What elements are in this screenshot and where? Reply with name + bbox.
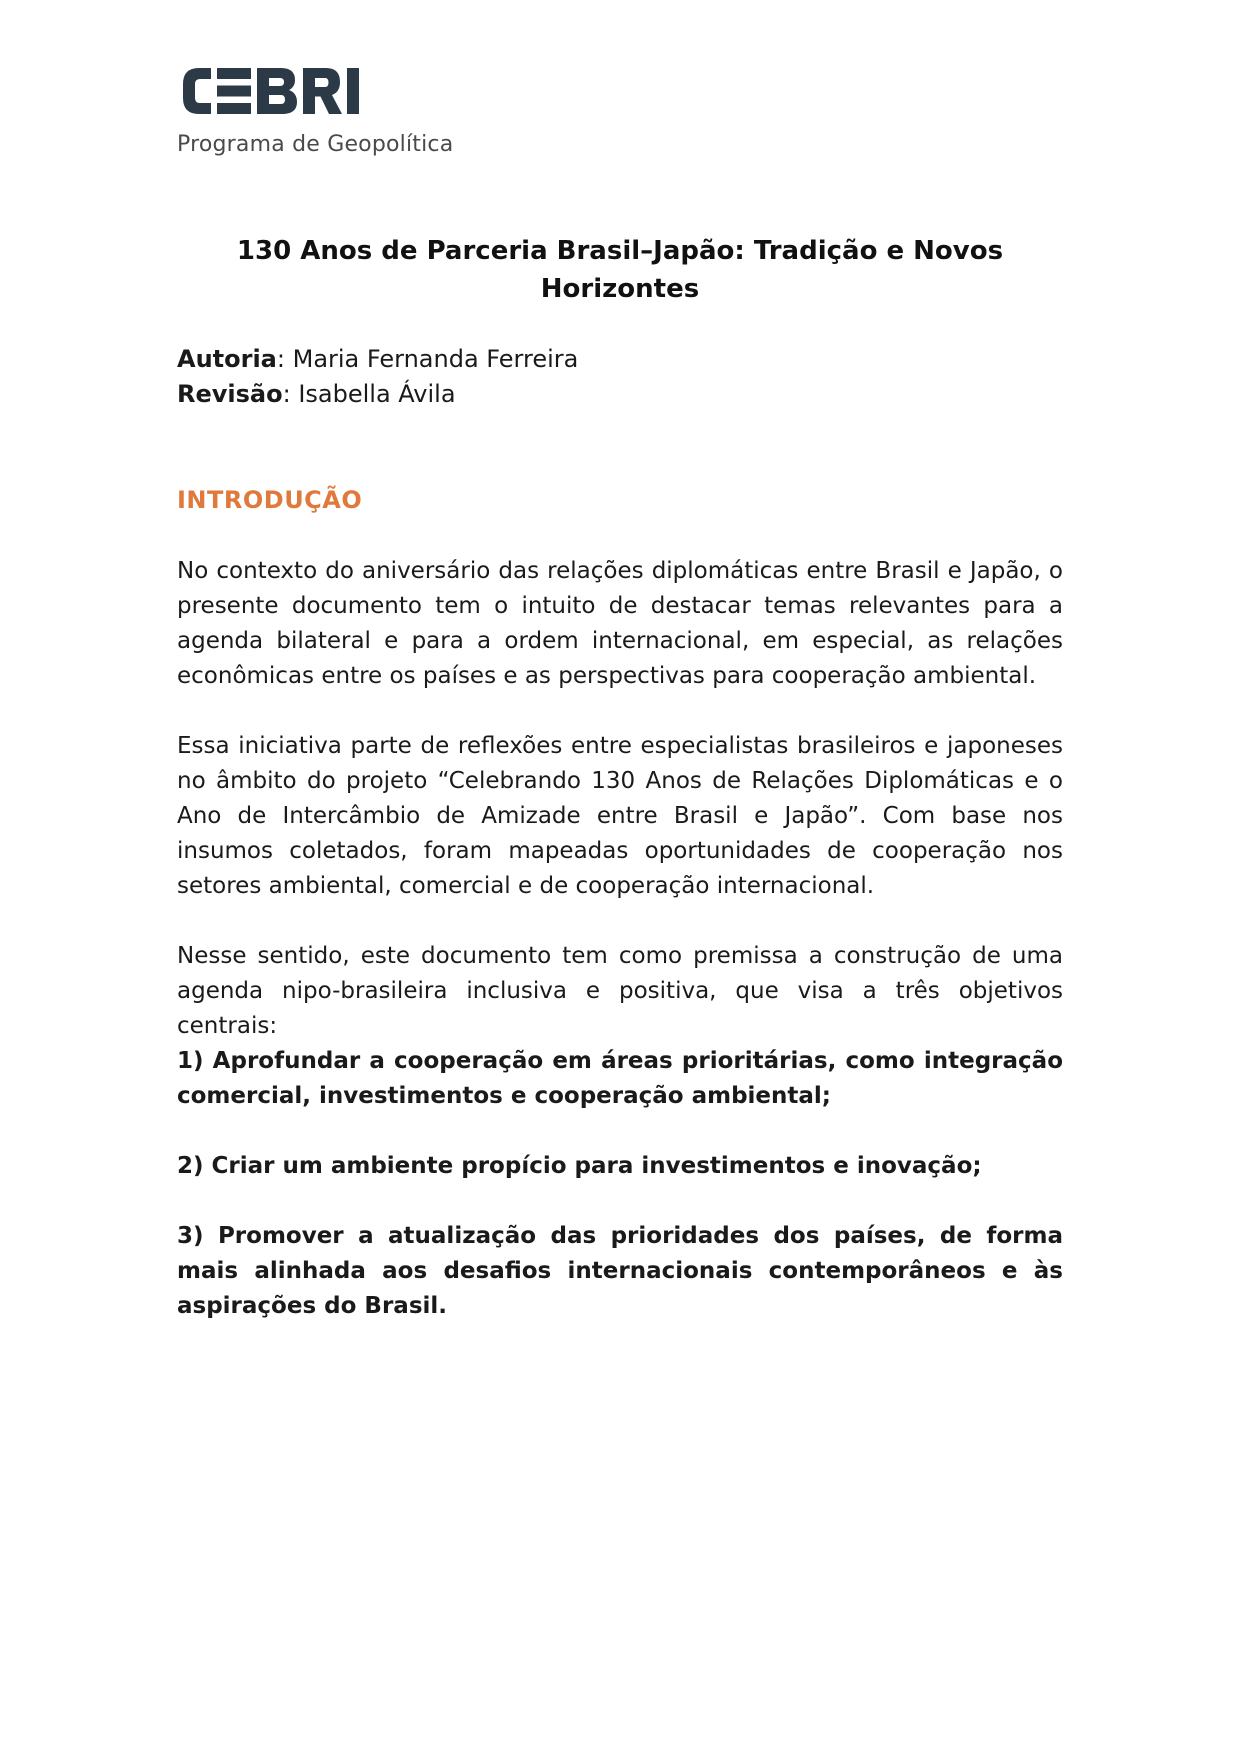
objective-item: 2) Criar um ambiente propício para investimentos e inovação;: [177, 1153, 982, 1179]
review-line: [177, 377, 578, 412]
paragraph-3: Nesse sentido, este documento tem como premissa a construção de uma agenda nipo-brasileira inclusiva e positiva, que visa a três objetivos centrais:: [177, 943, 1063, 1039]
objective-item: 1) Aprofundar a cooperação em áreas prioritárias, como integração comercial, investimentos e cooperação ambiental;: [177, 1048, 1063, 1109]
author-label: Autoria: [177, 345, 277, 373]
author-value: : Maria Fernanda Ferreira: [276, 345, 579, 373]
review-label: Revisão: [177, 380, 283, 408]
body-text: [177, 554, 1063, 1359]
credits: [177, 342, 578, 412]
header: [177, 58, 453, 157]
objective-item: 3) Promover a atualização das prioridades dos países, de forma mais alinhada aos desafios internacionais contemporâneos e às aspirações do Brasil.: [177, 1223, 1063, 1319]
cebri-logo: [177, 58, 377, 124]
author-line: [177, 342, 578, 377]
section-heading: INTRODUÇÃO: [177, 486, 363, 514]
title-line-1: 130 Anos de Parceria Brasil–Japão: Tradição e Novos: [236, 236, 1004, 266]
paragraph-1: No contexto do aniversário das relações diplomáticas entre Brasil e Japão, o presente documento tem o intuito de destacar temas relevantes para a agenda bilateral e para a ordem internacional, em especial, as relações econômicas entre os países e as perspectivas para cooperação ambiental.: [177, 558, 1063, 689]
review-value: : Isabella Ávila: [282, 380, 456, 408]
document-title: [230, 232, 1010, 308]
title-line-2: Horizontes: [540, 274, 700, 304]
paragraph-2: Essa iniciativa parte de reflexões entre especialistas brasileiros e japoneses no âmbito do projeto “Celebrando 130 Anos de Relações Diplomáticas e o Ano de Intercâmbio de Amizade entre Brasil e Japão”. Com base nos insumos coletados, foram mapeadas oportunidades de cooperação nos setores ambiental, comercial e de cooperação internacional.: [177, 733, 1063, 899]
program-name: Programa de Geopolítica: [177, 132, 454, 157]
